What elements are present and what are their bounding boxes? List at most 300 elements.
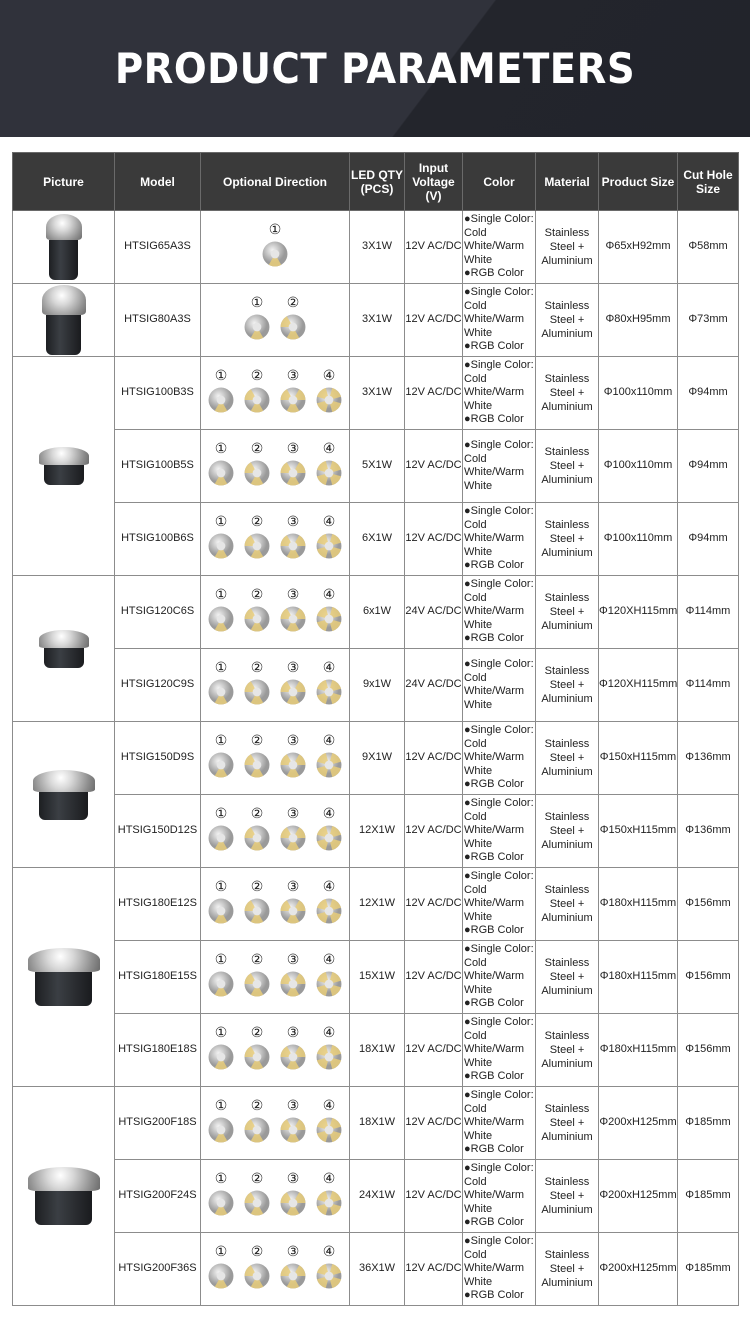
color-line: White/Warm	[464, 970, 525, 983]
direction-number: ④	[322, 877, 336, 894]
color-line: ●Single Color:	[464, 1235, 534, 1248]
product-image	[13, 447, 114, 485]
color-line: Cold	[464, 737, 487, 750]
direction-number: ②	[250, 1169, 264, 1186]
direction-number: ③	[286, 366, 300, 383]
direction-option	[208, 877, 234, 929]
product-dome	[39, 447, 89, 465]
product-size-cell: Φ80xH95mm	[599, 284, 678, 357]
material-line: Stainless	[544, 1249, 590, 1261]
direction-2-icon	[280, 314, 306, 345]
direction-1-icon	[208, 1190, 234, 1221]
material-line: Steel +	[549, 679, 585, 691]
color-cell	[463, 284, 536, 357]
voltage-cell: 12V AC/DC	[405, 211, 463, 284]
direction-number: ③	[286, 585, 300, 602]
direction-number: ①	[214, 1023, 228, 1040]
product-body	[44, 648, 84, 668]
direction-2-icon	[244, 825, 270, 856]
color-cell	[463, 941, 536, 1014]
direction-2-icon	[244, 1044, 270, 1075]
table-row	[13, 1014, 739, 1087]
led-qty-cell: 12X1W	[350, 868, 405, 941]
product-image	[13, 770, 114, 820]
direction-options	[201, 439, 349, 491]
direction-option	[316, 512, 342, 564]
color-line: ●RGB Color	[464, 997, 524, 1010]
direction-4-icon	[316, 752, 342, 783]
color-line: Cold	[464, 1029, 487, 1042]
material-cell	[536, 1087, 599, 1160]
direction-number: ③	[286, 1023, 300, 1040]
direction-number: ①	[214, 1242, 228, 1259]
voltage-cell: 12V AC/DC	[405, 284, 463, 357]
direction-2-icon	[244, 752, 270, 783]
direction-number: ②	[250, 1242, 264, 1259]
direction-2-icon	[244, 1117, 270, 1148]
color-line: White/Warm	[464, 751, 525, 764]
material-line: Steel +	[549, 1044, 585, 1056]
material-line: Stainless	[544, 373, 590, 385]
direction-3-icon	[280, 825, 306, 856]
table-row	[13, 1087, 739, 1160]
direction-3-icon	[280, 1190, 306, 1221]
product-body	[35, 972, 93, 1006]
voltage-cell: 12V AC/DC	[405, 941, 463, 1014]
material-line: Stainless	[544, 1176, 590, 1188]
material-line: Aluminium	[541, 766, 593, 778]
picture-cell	[13, 357, 115, 576]
page-title: PRODUCT PARAMETERS	[114, 44, 636, 93]
model-cell: HTSIG100B6S	[115, 503, 201, 576]
color-line: ●RGB Color	[464, 340, 524, 353]
direction-number: ④	[322, 1169, 336, 1186]
product-size-cell: Φ65xH92mm	[599, 211, 678, 284]
color-line: ●RGB Color	[464, 267, 524, 280]
material-line: Steel +	[549, 1263, 585, 1275]
direction-3-icon	[280, 898, 306, 929]
model-cell: HTSIG180E18S	[115, 1014, 201, 1087]
direction-3-icon	[280, 1044, 306, 1075]
direction-options	[201, 585, 349, 637]
color-line: Cold	[464, 810, 487, 823]
direction-4-icon	[316, 1263, 342, 1294]
color-line: ●Single Color:	[464, 1016, 534, 1029]
model-cell: HTSIG100B3S	[115, 357, 201, 430]
direction-2-icon	[244, 387, 270, 418]
material-line: Stainless	[544, 1030, 590, 1042]
table-row	[13, 576, 739, 649]
direction-number: ②	[250, 1096, 264, 1113]
direction-3-icon	[280, 971, 306, 1002]
direction-number: ③	[286, 1096, 300, 1113]
direction-option	[244, 366, 270, 418]
direction-option	[280, 1242, 306, 1294]
table-row	[13, 430, 739, 503]
color-line: White	[464, 618, 493, 631]
direction-3-icon	[280, 679, 306, 710]
direction-cell	[201, 649, 350, 722]
direction-options	[201, 366, 349, 418]
product-size-cell: Φ120XH115mm	[599, 649, 678, 722]
direction-option	[244, 1023, 270, 1075]
direction-number: ③	[286, 731, 300, 748]
cut-hole-cell: Φ185mm	[678, 1160, 739, 1233]
header-color: Color	[463, 153, 536, 211]
cut-hole-cell: Φ94mm	[678, 430, 739, 503]
direction-option	[280, 512, 306, 564]
direction-option	[316, 585, 342, 637]
direction-cell	[201, 357, 350, 430]
color-line: ●Single Color:	[464, 286, 534, 299]
model-cell: HTSIG80A3S	[115, 284, 201, 357]
table-row	[13, 868, 739, 941]
direction-options	[201, 731, 349, 783]
led-qty-cell: 6X1W	[350, 503, 405, 576]
direction-4-icon	[316, 679, 342, 710]
color-line: Cold	[464, 883, 487, 896]
led-qty-cell: 6x1W	[350, 576, 405, 649]
direction-1-icon	[208, 1263, 234, 1294]
product-size-cell: Φ200xH125mm	[599, 1087, 678, 1160]
direction-2-icon	[244, 1263, 270, 1294]
voltage-cell: 12V AC/DC	[405, 1233, 463, 1306]
material-line: Aluminium	[541, 693, 593, 705]
color-line: Cold	[464, 518, 487, 531]
color-line: White/Warm	[464, 532, 525, 545]
table-row	[13, 649, 739, 722]
color-line: White/Warm	[464, 1262, 525, 1275]
direction-4-icon	[316, 898, 342, 929]
material-cell	[536, 503, 599, 576]
direction-option	[316, 804, 342, 856]
model-cell: HTSIG150D9S	[115, 722, 201, 795]
led-qty-cell: 9X1W	[350, 722, 405, 795]
color-line: Cold	[464, 299, 487, 312]
direction-option	[244, 804, 270, 856]
color-line: ●RGB Color	[464, 778, 524, 791]
product-size-cell: Φ100x110mm	[599, 503, 678, 576]
color-line: White	[464, 698, 493, 711]
material-cell	[536, 868, 599, 941]
direction-option	[316, 877, 342, 929]
product-body	[35, 1191, 93, 1225]
direction-option	[244, 950, 270, 1002]
cut-hole-cell: Φ114mm	[678, 576, 739, 649]
product-size-cell: Φ100x110mm	[599, 357, 678, 430]
color-line: White/Warm	[464, 386, 525, 399]
direction-cell	[201, 722, 350, 795]
direction-option	[244, 877, 270, 929]
direction-number: ④	[322, 950, 336, 967]
product-body	[46, 315, 81, 355]
direction-option	[262, 220, 288, 272]
direction-options	[201, 1023, 349, 1075]
direction-number: ②	[250, 950, 264, 967]
cut-hole-cell: Φ58mm	[678, 211, 739, 284]
cut-hole-cell: Φ156mm	[678, 941, 739, 1014]
direction-options	[201, 1096, 349, 1148]
material-line: Stainless	[544, 884, 590, 896]
material-cell	[536, 284, 599, 357]
direction-option	[208, 731, 234, 783]
direction-options	[201, 658, 349, 710]
color-line: White	[464, 837, 493, 850]
direction-1-icon	[208, 1044, 234, 1075]
direction-2-icon	[244, 533, 270, 564]
direction-number: ①	[214, 512, 228, 529]
color-cell	[463, 868, 536, 941]
direction-option	[316, 1242, 342, 1294]
color-line: White/Warm	[464, 466, 525, 478]
direction-option	[316, 439, 342, 491]
color-line: ●Single Color:	[464, 578, 534, 591]
direction-1-icon	[208, 533, 234, 564]
direction-cell	[201, 430, 350, 503]
led-qty-cell: 5X1W	[350, 430, 405, 503]
direction-1-icon	[208, 1117, 234, 1148]
material-line: Aluminium	[541, 255, 593, 267]
direction-option	[280, 950, 306, 1002]
model-cell: HTSIG120C9S	[115, 649, 201, 722]
material-line: Steel +	[549, 825, 585, 837]
direction-number: ①	[214, 950, 228, 967]
color-line: ●RGB Color	[464, 924, 524, 937]
color-line: Cold	[464, 1248, 487, 1261]
table-row	[13, 284, 739, 357]
material-cell	[536, 430, 599, 503]
color-line: ●Single Color:	[464, 658, 534, 670]
picture-cell	[13, 868, 115, 1087]
material-line: Aluminium	[541, 839, 593, 851]
product-size-cell: Φ120XH115mm	[599, 576, 678, 649]
direction-option	[316, 658, 342, 710]
material-line: Steel +	[549, 1117, 585, 1129]
direction-1-icon	[208, 679, 234, 710]
direction-number: ②	[250, 731, 264, 748]
table-row	[13, 211, 739, 284]
header-model: Model	[115, 153, 201, 211]
color-line: White/Warm	[464, 897, 525, 910]
header-material: Material	[536, 153, 599, 211]
voltage-cell: 12V AC/DC	[405, 722, 463, 795]
material-line: Stainless	[544, 446, 590, 458]
direction-4-icon	[316, 606, 342, 637]
direction-number: ④	[322, 585, 336, 602]
material-line: Aluminium	[541, 1277, 593, 1289]
product-image	[13, 630, 114, 668]
direction-cell	[201, 503, 350, 576]
color-line: White	[464, 253, 493, 266]
product-size-cell: Φ100x110mm	[599, 430, 678, 503]
voltage-cell: 12V AC/DC	[405, 1160, 463, 1233]
direction-number: ②	[286, 293, 300, 310]
product-dome	[28, 948, 100, 972]
direction-number: ①	[214, 658, 228, 675]
table-row	[13, 357, 739, 430]
material-line: Aluminium	[541, 985, 593, 997]
header-banner	[0, 0, 750, 137]
color-line: White	[464, 479, 493, 492]
table-row	[13, 722, 739, 795]
direction-4-icon	[316, 971, 342, 1002]
model-cell: HTSIG200F18S	[115, 1087, 201, 1160]
color-line: ●RGB Color	[464, 1289, 524, 1302]
material-line: Steel +	[549, 241, 585, 253]
model-cell: HTSIG200F36S	[115, 1233, 201, 1306]
direction-option	[280, 804, 306, 856]
direction-option	[244, 585, 270, 637]
color-line: White/Warm	[464, 240, 525, 253]
material-line: Steel +	[549, 533, 585, 545]
cut-hole-cell: Φ185mm	[678, 1087, 739, 1160]
direction-3-icon	[280, 533, 306, 564]
direction-number: ②	[250, 439, 264, 456]
direction-4-icon	[316, 1117, 342, 1148]
color-cell	[463, 795, 536, 868]
color-line: White/Warm	[464, 1043, 525, 1056]
voltage-cell: 12V AC/DC	[405, 503, 463, 576]
direction-2-icon	[244, 606, 270, 637]
direction-number: ①	[268, 220, 282, 237]
direction-number: ④	[322, 1096, 336, 1113]
direction-option	[208, 1169, 234, 1221]
product-dome	[28, 1167, 100, 1191]
direction-3-icon	[280, 752, 306, 783]
color-line: White	[464, 1129, 493, 1142]
color-cell	[463, 211, 536, 284]
direction-3-icon	[280, 606, 306, 637]
color-line: ●RGB Color	[464, 413, 524, 426]
color-line: ●Single Color:	[464, 1162, 534, 1175]
model-cell: HTSIG65A3S	[115, 211, 201, 284]
direction-number: ③	[286, 512, 300, 529]
direction-number: ④	[322, 1242, 336, 1259]
led-qty-cell: 3X1W	[350, 211, 405, 284]
direction-number: ③	[286, 950, 300, 967]
direction-option	[208, 512, 234, 564]
color-line: Cold	[464, 452, 487, 465]
direction-3-icon	[280, 387, 306, 418]
cut-hole-cell: Φ185mm	[678, 1233, 739, 1306]
direction-cell	[201, 868, 350, 941]
direction-option	[280, 1169, 306, 1221]
direction-number: ②	[250, 658, 264, 675]
material-line: Stainless	[544, 957, 590, 969]
material-line: Aluminium	[541, 620, 593, 632]
direction-1-icon	[244, 314, 270, 345]
direction-cell	[201, 795, 350, 868]
led-qty-cell: 15X1W	[350, 941, 405, 1014]
direction-cell	[201, 284, 350, 357]
direction-option	[208, 950, 234, 1002]
direction-1-icon	[208, 971, 234, 1002]
led-qty-cell: 18X1W	[350, 1014, 405, 1087]
cut-hole-cell: Φ94mm	[678, 357, 739, 430]
direction-option	[208, 366, 234, 418]
product-image	[13, 948, 114, 1006]
cut-hole-cell: Φ114mm	[678, 649, 739, 722]
voltage-cell: 12V AC/DC	[405, 357, 463, 430]
material-cell	[536, 649, 599, 722]
direction-option	[280, 877, 306, 929]
picture-cell	[13, 1087, 115, 1306]
direction-option	[280, 439, 306, 491]
color-cell	[463, 722, 536, 795]
direction-option	[316, 950, 342, 1002]
model-cell: HTSIG180E12S	[115, 868, 201, 941]
color-line: White	[464, 764, 493, 777]
material-line: Stainless	[544, 1103, 590, 1115]
header-row	[13, 153, 739, 211]
color-cell	[463, 1160, 536, 1233]
direction-number: ①	[214, 366, 228, 383]
header-voltage: Input Voltage (V)	[405, 153, 463, 211]
product-body	[39, 792, 89, 820]
cut-hole-cell: Φ73mm	[678, 284, 739, 357]
direction-2-icon	[244, 460, 270, 491]
header-direction: Optional Direction	[201, 153, 350, 211]
color-line: White	[464, 1056, 493, 1069]
direction-option	[316, 1023, 342, 1075]
direction-option	[280, 731, 306, 783]
direction-4-icon	[316, 387, 342, 418]
led-qty-cell: 9x1W	[350, 649, 405, 722]
direction-1-icon	[208, 606, 234, 637]
color-line: ●RGB Color	[464, 559, 524, 572]
direction-option	[280, 1023, 306, 1075]
led-qty-cell: 3X1W	[350, 284, 405, 357]
table-row	[13, 795, 739, 868]
color-line: White	[464, 1202, 493, 1215]
direction-option	[208, 658, 234, 710]
product-dome	[46, 214, 82, 240]
direction-4-icon	[316, 533, 342, 564]
color-cell	[463, 1233, 536, 1306]
product-dome	[39, 630, 89, 648]
direction-number: ①	[214, 439, 228, 456]
color-line: Cold	[464, 1102, 487, 1115]
direction-number: ②	[250, 585, 264, 602]
picture-cell	[13, 722, 115, 868]
header-cut-hole: Cut Hole Size	[678, 153, 739, 211]
material-cell	[536, 357, 599, 430]
direction-option	[244, 512, 270, 564]
direction-1-icon	[262, 241, 288, 272]
color-line: ●Single Color:	[464, 870, 534, 883]
picture-cell	[13, 284, 115, 357]
direction-number: ④	[322, 804, 336, 821]
direction-options	[201, 293, 349, 345]
direction-2-icon	[244, 1190, 270, 1221]
direction-option	[316, 731, 342, 783]
color-line: White	[464, 399, 493, 412]
model-cell: HTSIG200F24S	[115, 1160, 201, 1233]
material-line: Steel +	[549, 387, 585, 399]
direction-option	[244, 1096, 270, 1148]
material-cell	[536, 722, 599, 795]
direction-number: ③	[286, 877, 300, 894]
direction-number: ④	[322, 658, 336, 675]
direction-number: ③	[286, 1242, 300, 1259]
cut-hole-cell: Φ94mm	[678, 503, 739, 576]
direction-number: ①	[250, 293, 264, 310]
direction-1-icon	[208, 825, 234, 856]
direction-4-icon	[316, 1190, 342, 1221]
direction-option	[244, 658, 270, 710]
color-line: White	[464, 326, 493, 339]
material-cell	[536, 941, 599, 1014]
